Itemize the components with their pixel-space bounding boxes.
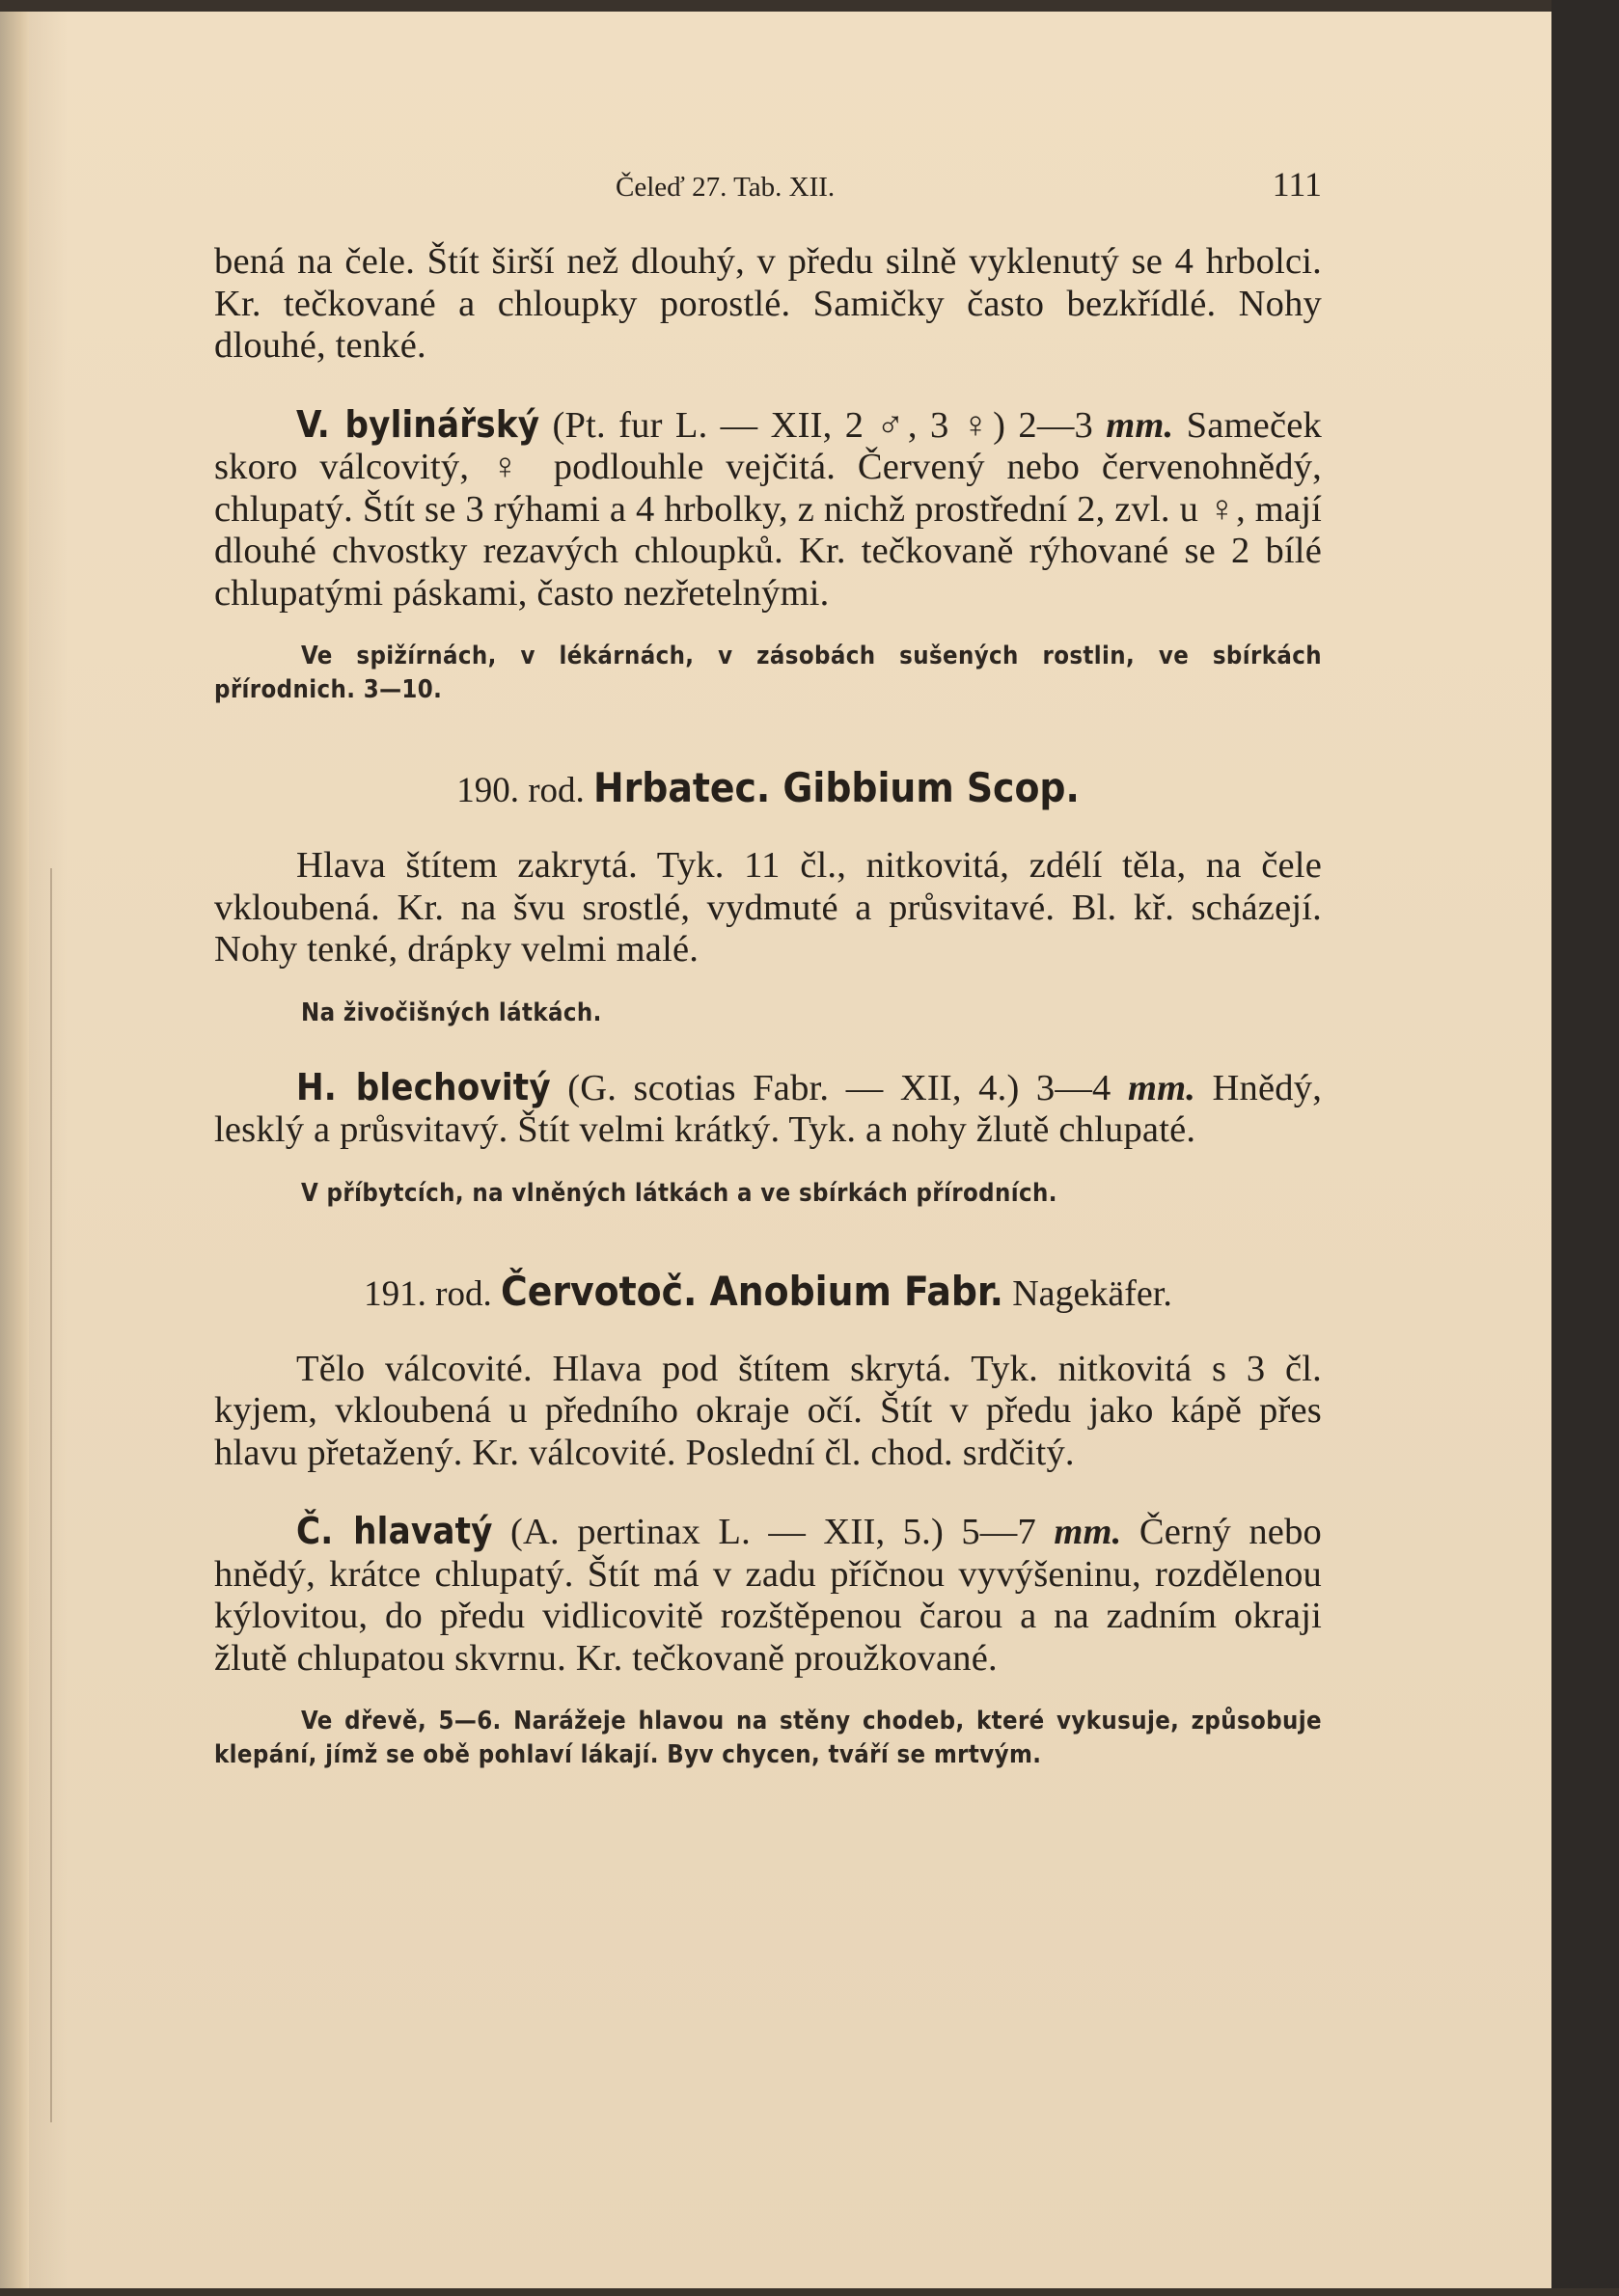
- genus-heading-191: [214, 1263, 1322, 1324]
- species-entry-blechovity: [214, 1067, 1322, 1152]
- page-binding-shadow: [0, 0, 29, 2296]
- page-content: [214, 154, 1322, 1772]
- species-description: Sameček skoro válcovitý, ♀ podlouhle vejčitá. Červený nebo červenohnědý, chlupatý. Štít se 3 rýhami a 4 hrbolky, z nichž prostřední 2, zvl. u ♀, mají dlouhé chvostky rezavých chloupků. Kr. tečkovaně rýhované se 2 bílé chlupatými páskami, často nezřetelnými.: [214, 404, 1323, 614]
- species-entry-hlavaty: [214, 1511, 1322, 1680]
- species-name: Č. hlavatý: [296, 1510, 493, 1552]
- genus-name: Hrbatec. Gibbium Scop.: [593, 764, 1080, 811]
- species-reference: (A. pertinax L. — XII, 5.) 5—7: [510, 1512, 1036, 1552]
- species-reference: (Pt. fur L. — XII, 2 ♂, 3 ♀) 2—3: [552, 404, 1094, 446]
- intro-paragraph: bená na čele. Štít širší než dlouhý, v předu silně vyklenutý se 4 hrbolci. Kr. tečkované a chloupky porostlé. Samičky často bezkřídlé. Nohy dlouhé, tenké.: [214, 241, 1322, 366]
- running-title: Čeleď 27. Tab. XII.: [616, 172, 836, 203]
- size-unit: mm.: [1054, 1512, 1122, 1552]
- page-header: [214, 154, 1322, 216]
- habitat-note: V příbytcích, na vlněných látkách a ve sbírkách přírodních.: [301, 1178, 1057, 1208]
- habitat-note: Ve dřevě, 5—6. Narážeje hlavou na stěny chodeb, které vykusuje, způsobuje klepání, jímž se obě pohlaví lákají. Byv chycen, tváří se mrtvým.: [214, 1707, 1322, 1769]
- genus-number: 191. rod.: [364, 1273, 492, 1314]
- genus-description-191: Tělo válcovité. Hlava pod štítem skrytá. Tyk. nitkovitá s 3 čl. kyjem, vkloubená u předního okraje očí. Štít v předu jako kápě přes hlavu přetažený. Kr. válcovité. Poslední čl. chod. srdčitý.: [214, 1348, 1322, 1473]
- margin-mark: [50, 868, 52, 2122]
- habitat-note: Na živočišných látkách.: [301, 998, 602, 1027]
- genus-name: Červotoč. Anobium Fabr.: [500, 1267, 1003, 1315]
- genus-heading-190: [214, 759, 1322, 820]
- species-reference: (G. scotias Fabr. — XII, 4.) 3—4: [567, 1067, 1111, 1108]
- page-bottom-edge: [0, 2288, 1619, 2296]
- species-name: H. blechovitý: [296, 1065, 551, 1108]
- species-entry-bylinarsky: [214, 404, 1322, 615]
- size-unit: mm.: [1127, 1067, 1196, 1108]
- size-unit: mm.: [1106, 404, 1174, 446]
- page-right-edge: [1551, 0, 1619, 2296]
- genus-german-name: Nagekäfer.: [1012, 1272, 1172, 1314]
- species-description: Černý nebo hnědý, krátce chlupatý. Štít má v zadu příčnou vyvýšeninu, rozdělenou kýlovitou, do předu vidlicovitě rozštěpenou čarou a na zadním okraji žlutě chlupatou skvrnu. Kr. tečkovaně proužkované.: [214, 1512, 1322, 1679]
- species-name: V. bylinářský: [296, 402, 540, 446]
- page-top-edge: [0, 0, 1619, 12]
- habitat-note: Ve spižírnách, v lékárnách, v zásobách sušených rostlin, ve sbírkách přírodnich. 3—10.: [214, 642, 1322, 704]
- genus-number: 190. rod.: [456, 771, 585, 810]
- species-description: Hnědý, lesklý a průsvitavý. Štít velmi krátký. Tyk. a nohy žlutě chlupaté.: [214, 1067, 1323, 1150]
- genus-description-190: Hlava štítem zakrytá. Tyk. 11 čl., nitkovitá, zdélí těla, na čele vkloubená. Kr. na švu srostlé, vydmuté a průsvitavé. Bl. kř. scházejí. Nohy tenké, drápky velmi malé.: [214, 845, 1322, 970]
- page-number: 111: [1272, 165, 1322, 204]
